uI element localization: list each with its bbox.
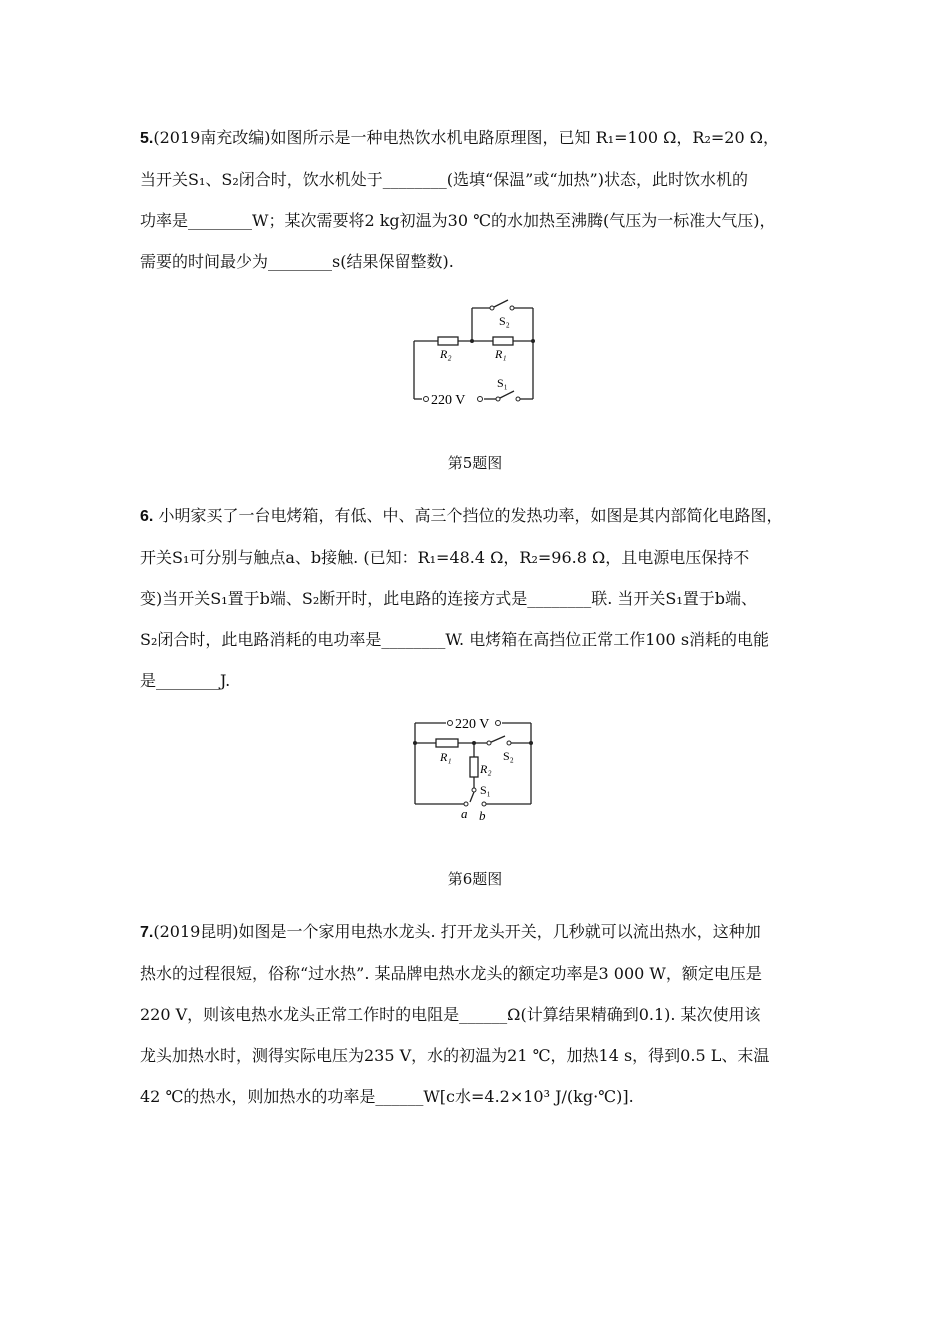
label-r1: R₁ (440, 750, 452, 764)
question-6-line-3: 变)当开关S₁置于b端、S₂断开时，此电路的连接方式是________联. 当开关S₁置于b端、 (140, 589, 758, 608)
question-6-line-1: 6. 小明家买了一台电烤箱，有低、中、高三个挡位的发热功率，如图是其内部简化电路图， (140, 506, 783, 525)
question-6-line-2: 开关S₁可分别与触点a、b接触. (已知：R₁=48.4 Ω，R₂=96.8 Ω，且电源电压保持不 (140, 548, 750, 567)
label-r2: R₂ (440, 347, 452, 361)
question-7-line-4: 龙头加热水时，测得实际电压为235 V，水的初温为21 ℃，加热14 s，得到0.5 L、末温 (140, 1046, 770, 1065)
question-6-caption: 第6题图 (447, 870, 503, 888)
label-voltage: 220 V (431, 393, 466, 408)
resistor-r1 (493, 337, 513, 345)
question-7 (140, 911, 830, 1117)
question-5-number: 5. (140, 130, 154, 147)
question-5-caption: 第5题图 (447, 454, 503, 472)
question-6 (140, 495, 830, 701)
label-s2: S₂ (503, 749, 514, 763)
label-r1: R₁ (495, 347, 507, 361)
resistor-r1 (436, 739, 458, 747)
question-6-line-5: 是________J. (140, 671, 231, 690)
question-7-line-3: 220 V，则该电热水龙头正常工作时的电阻是______Ω(计算结果精确到0.1). 某次使用该 (140, 1005, 761, 1024)
question-5 (140, 117, 830, 282)
label-s1: S₁ (497, 376, 508, 390)
label-s1: S₁ (480, 783, 491, 797)
question-7-number: 7. (140, 924, 154, 941)
question-5-line-1: 5.(2019南充改编)如图所示是一种电热饮水机电路原理图，已知 R₁=100 Ω，R₂=20 Ω， (140, 128, 779, 147)
label-voltage: 220 V (455, 717, 490, 732)
question-7-line-1: 7.(2019昆明)如图是一个家用电热水龙头. 打开龙头开关，几秒就可以流出热水，这种加 (140, 922, 761, 941)
question-5-line-2: 当开关S₁、S₂闭合时，饮水机处于________(选填“保温”或“加热”)状态，此时饮水机的 (140, 170, 748, 189)
label-b: b (479, 808, 486, 823)
question-6-circuit-diagram (400, 710, 550, 830)
question-7-line-5: 42 ℃的热水，则加热水的功率是______W[c水=4.2×10³ J/(kg·℃)]. (140, 1087, 634, 1106)
question-6-line-4: S₂闭合时，此电路消耗的电功率是________W. 电烤箱在高挡位正常工作100 s消耗的电能 (140, 630, 770, 649)
label-a: a (461, 806, 468, 821)
question-5-line-4: 需要的时间最少为________s(结果保留整数). (140, 252, 454, 271)
question-5-line-3: 功率是________W；某次需要将2 kg初温为30 ℃的水加热至沸腾(气压为一标准大气压)， (140, 211, 776, 230)
question-5-circuit-diagram (400, 295, 550, 415)
label-s2: S₂ (499, 314, 510, 328)
question-7-line-2: 热水的过程很短，俗称“过水热”. 某品牌电热水龙头的额定功率是3 000 W，额定电压是 (140, 964, 762, 983)
question-6-number: 6. (140, 508, 154, 525)
resistor-r2 (470, 757, 478, 777)
label-r2: R₂ (480, 762, 492, 776)
resistor-r2 (438, 337, 458, 345)
